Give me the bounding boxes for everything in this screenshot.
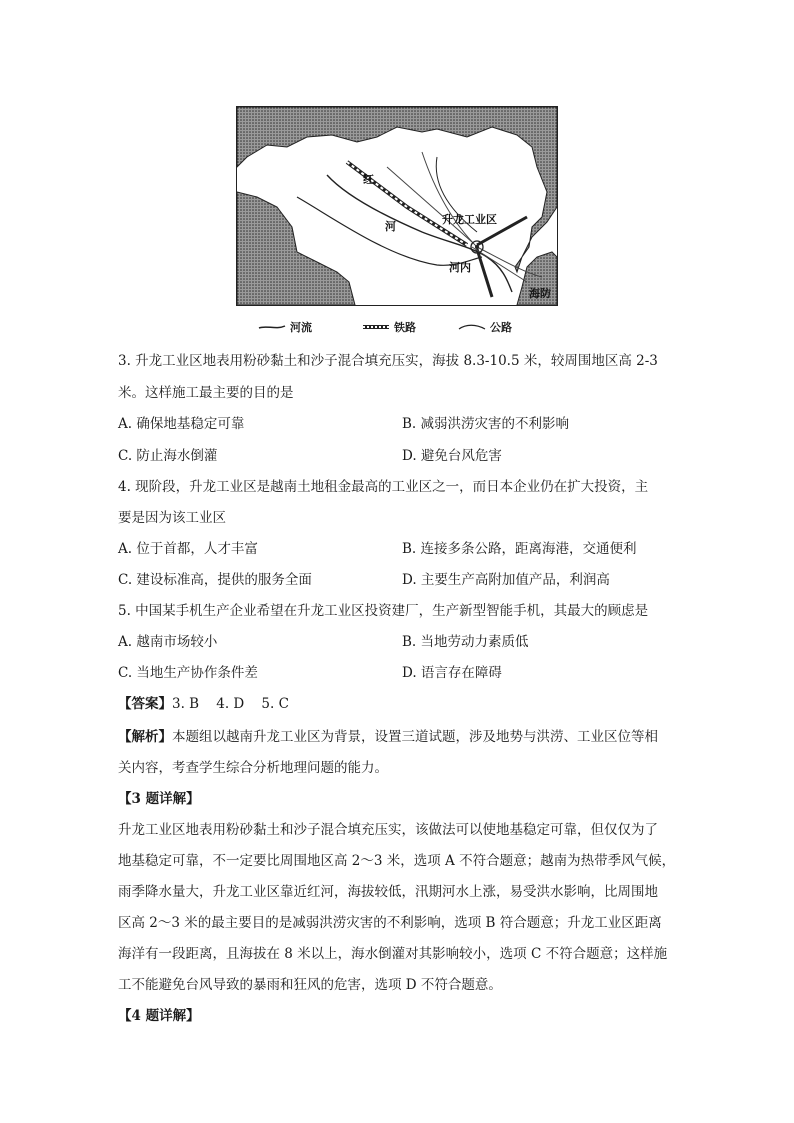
q4-stem-line1: 4. 现阶段，升龙工业区是越南土地租金最高的工业区之一，而日本企业仍在扩大投资，主: [118, 479, 649, 495]
detail3-line: 区高 2～3 米的最主要目的是减弱洪涝灾害的不利影响，选项 B 符合题意；升龙工业区距离: [118, 915, 662, 931]
map-legend: [258, 319, 558, 335]
q4-option-a: A. 位于首都，人才丰富: [118, 541, 258, 557]
map-label-river: 河: [385, 220, 396, 233]
map-label-zone: 升龙工业区: [442, 213, 497, 226]
q3-option-d: D. 避免台风危害: [402, 448, 502, 464]
map-label-city: 河内: [449, 261, 471, 274]
road-line-icon: [458, 323, 486, 331]
q5-option-a: A. 越南市场较小: [118, 634, 218, 650]
q4-option-d: D. 主要生产高附加值产品，利润高: [402, 572, 610, 588]
detail3-line: 地基稳定可靠，不一定要比周围地区高 2～3 米，选项 A 不符合题意；越南为热带季风气候，: [118, 853, 676, 869]
map-label-port: 海防: [529, 287, 551, 300]
border-west: [237, 192, 355, 305]
legend-item-railway: 铁路: [362, 319, 416, 335]
answer-tag: 【答案】: [118, 696, 172, 712]
q4-stem-line2: 要是因为该工业区: [118, 510, 226, 526]
legend-item-road: 公路: [458, 319, 512, 335]
q3-option-a: A. 确保地基稳定可靠: [118, 416, 245, 432]
detail3-line: 升龙工业区地表用粉砂黏土和沙子混合填充压实，该做法可以使地基稳定可靠，但仅仅为了: [118, 822, 658, 838]
detail3-line: 海洋有一段距离，且海拔在 8 米以上，海水倒灌对其影响较小，选项 C 不符合题意；这样施: [118, 946, 668, 962]
q4-option-b: B. 连接多条公路，距离海港，交通便利: [402, 541, 637, 557]
legend-item-river: 河流: [258, 319, 312, 335]
q3-option-b: B. 减弱洪涝灾害的不利影响: [402, 416, 570, 432]
q3-stem-line1: 3. 升龙工业区地表用粉砂黏土和沙子混合填充压实，海拔 8.3-10.5 米，较周围地区高 2-3: [118, 353, 658, 369]
detail3-line: 雨季降水量大，升龙工业区靠近红河，海拔较低，汛期河水上涨，易受洪水影响，比周围地: [118, 884, 658, 900]
detail3-line: 工不能避免台风导致的暴雨和狂风的危害，选项 D 不符合题意。: [118, 977, 502, 993]
detail4-heading: 【4 题详解】: [118, 1008, 200, 1024]
answer-line: [118, 694, 289, 714]
analysis-line1: 【解析】本题组以越南升龙工业区为背景，设置三道试题，涉及地势与洪涝、工业区位等相: [118, 729, 658, 745]
q5-option-c: C. 当地生产协作条件差: [118, 665, 258, 681]
analysis-tag: 【解析】: [118, 729, 172, 745]
q3-option-c: C. 防止海水倒灌: [118, 448, 218, 464]
q4-option-c: C. 建设标准高，提供的服务全面: [118, 572, 312, 588]
q3-stem-line2: 米。这样施工最主要的目的是: [118, 385, 294, 401]
answer-text: 3. B 4. D 5. C: [172, 696, 289, 712]
river-line-icon: [258, 323, 286, 331]
q5-option-b: B. 当地劳动力素质低: [402, 634, 529, 650]
q5-stem-line1: 5. 中国某手机生产企业希望在升龙工业区投资建厂，生产新型智能手机，其最大的顾虑是: [118, 603, 649, 619]
road-line-2: [387, 167, 472, 242]
detail3-heading: 【3 题详解】: [118, 791, 200, 807]
railway-line-icon: [362, 323, 390, 331]
map-figure: [236, 106, 558, 306]
map-label-river-top: 红: [363, 173, 374, 186]
map-svg: [237, 107, 557, 305]
analysis-line2: 关内容，考查学生综合分析地理问题的能力。: [118, 760, 388, 776]
q5-option-d: D. 语言存在障碍: [402, 665, 502, 681]
